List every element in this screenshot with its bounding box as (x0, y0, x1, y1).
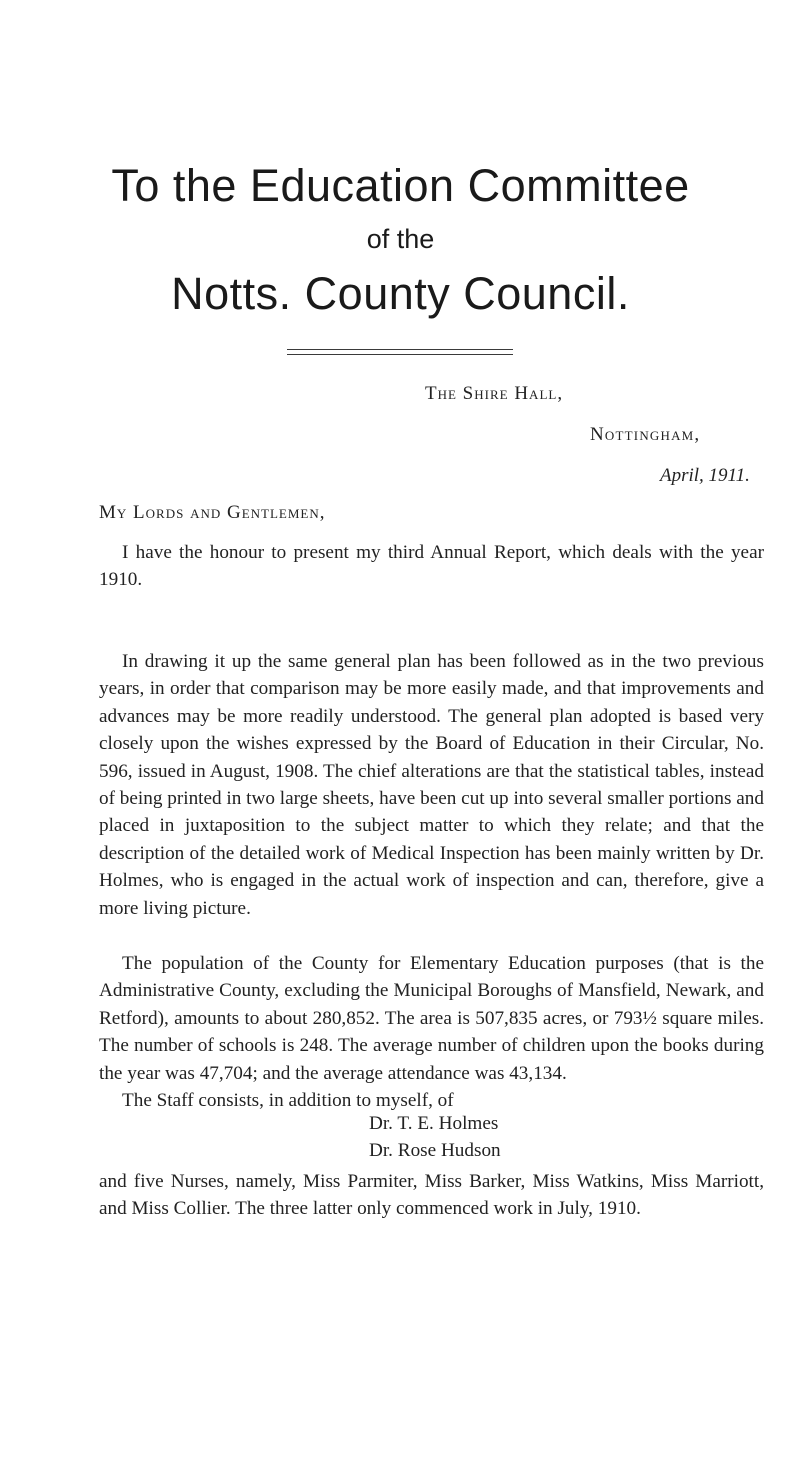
salutation: My Lords and Gentlemen, (99, 502, 326, 523)
address-shire-hall: The Shire Hall, (425, 383, 564, 404)
staff-name-hudson: Dr. Rose Hudson (369, 1140, 501, 1161)
staff-name-holmes: Dr. T. E. Holmes (369, 1113, 499, 1134)
title-line-education-committee: To the Education Committee (111, 160, 690, 211)
double-rule-bottom (287, 354, 513, 355)
paragraph-staff-intro: The Staff consists, in addition to myself, of (122, 1090, 454, 1111)
title-line-of-the: of the (366, 224, 435, 254)
address-nottingham: Nottingham, (590, 424, 701, 445)
paragraph-annual-report: I have the honour to present my third Annual Report, which deals with the year 1910. (99, 542, 764, 591)
paragraph-general-plan: In drawing it up the same general plan has been followed as in the two previous years, in order that comparison may be more easily made, and that improvements and advances may be more readily understood. The general plan adopted is based very closely upon the wishes expressed by the Board of Education in their Circular, No. 596, issued in August, 1908. The chief alterations are that the statistical tables, instead of being printed in two large sheets, have been cut up into several smaller portions and placed in juxtaposition to the subject matter to which they relate; and that the description of the detailed work of Medical Inspection has been mainly written by Dr. Holmes, who is engaged in the actual work of inspection and can, therefore, give a more living picture. (99, 651, 764, 919)
title-line-county-council: Notts. County Council. (171, 268, 630, 319)
double-rule-top (287, 349, 513, 350)
paragraph-nurses: and five Nurses, namely, Miss Parmiter, Miss Barker, Miss Watkins, Miss Marriott, and Miss Collier. The three latter only commenced work in July, 1910. (99, 1171, 764, 1220)
address-date: April, 1911. (660, 465, 750, 486)
paragraph-population: The population of the County for Elementary Education purposes (that is the Administrative County, excluding the Municipal Boroughs of Mansfield, Newark, and Retford), amounts to about 280,852. The area is 507,835 acres, or 793½ square miles. The number of schools is 248. The average number of children upon the books during the year was 47,704; and the average attendance was 43,134. (99, 953, 764, 1084)
